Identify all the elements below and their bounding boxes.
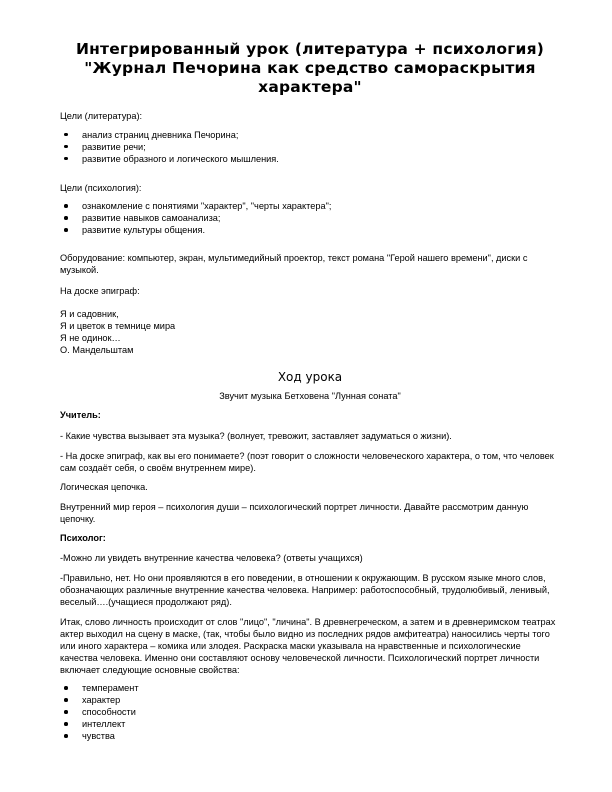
document-page (60, 40, 560, 742)
psychologist-answer-1: -Правильно, нет. Но они проявляются в его поведении, в отношении к окружающим. В русском языке много слов, обозначающих различные внутренние качества человека. Например: работоспособный, трудолюбивый, ленивый, веселый….(учащиеся продолжают ряд). (60, 573, 550, 607)
title-line-2: "Журнал Печорина как средство самораскрытия (84, 59, 536, 77)
title-line-3: характера" (258, 78, 362, 96)
title-line-1: Интегрированный урок (литература + психология) (75, 40, 545, 58)
epigraph-line: Я и садовник, (60, 308, 119, 319)
list-item: развитие навыков самоанализа; (60, 212, 560, 224)
list-item: развитие образного и логического мышления. (60, 153, 560, 165)
epigraph-author: О. Мандельштам (60, 344, 134, 355)
epigraph-intro: На доске эпиграф: (60, 286, 140, 296)
goals-literature-list (60, 129, 560, 165)
list-item: развитие культуры общения. (60, 224, 560, 236)
psychologist-answer-2: Итак, слово личность происходит от слов "лицо", "личина". В древнегреческом, а затем и в древнеримском театрах актер выходил на сцену в маске, (так, чтобы было видно из последних рядов амфитеатра) наносились черты того или иного характера – комика или злодея. Раскраска маски указывала на нравственные и психологические качества человека. Именно они составляют основу человеческой личности. Психологический портрет личности включает следующие основные свойства: (60, 617, 556, 675)
epigraph-line: Я не одинок… (60, 332, 121, 343)
goals-psychology-list (60, 200, 560, 236)
equipment-text: Оборудование: компьютер, экран, мультимедийный проектор, текст романа "Герой нашего времени", диски с музыкой. (60, 253, 528, 275)
teacher-question-1: - Какие чувства вызывает эта музыка? (волнует, тревожит, заставляет задуматься о жизни). (60, 430, 452, 441)
music-note: Звучит музыка Бетховена "Лунная соната" (219, 390, 401, 401)
goals-psychology-heading: Цели (психология): (60, 182, 142, 193)
personality-properties-list (60, 682, 560, 742)
psychologist-label: Психолог: (60, 533, 106, 543)
teacher-label: Учитель: (60, 410, 101, 420)
teacher-question-2: - На доске эпиграф, как вы его понимаете? (поэт говорит о сложности человеческого характера, о том, что человек сам создаёт себя, о своём внутреннем мире). (60, 450, 554, 473)
list-item: способности (60, 706, 560, 718)
list-item: ознакомление с понятиями "характер", "черты характера"; (60, 200, 560, 212)
inner-world-text: Внутренний мир героя – психология души – психологический портрет личности. Давайте рассмотрим данную цепочку. (60, 502, 529, 524)
list-item: темперамент (60, 682, 560, 694)
goals-literature-heading: Цели (литература): (60, 111, 143, 121)
list-item: развитие речи; (60, 141, 560, 153)
epigraph-line: Я и цветок в темнице мира (60, 320, 176, 331)
list-item: характер (60, 694, 560, 706)
epigraph (60, 308, 560, 356)
list-item: анализ страниц дневника Печорина; (60, 129, 560, 141)
list-item: чувства (60, 730, 560, 742)
psychologist-question: -Можно ли увидеть внутренние качества человека? (ответы учащихся) (60, 552, 363, 563)
document-title (60, 40, 560, 97)
lesson-heading: Ход урока (277, 369, 343, 384)
list-item: интеллект (60, 718, 560, 730)
logic-chain: Логическая цепочка. (60, 481, 148, 492)
